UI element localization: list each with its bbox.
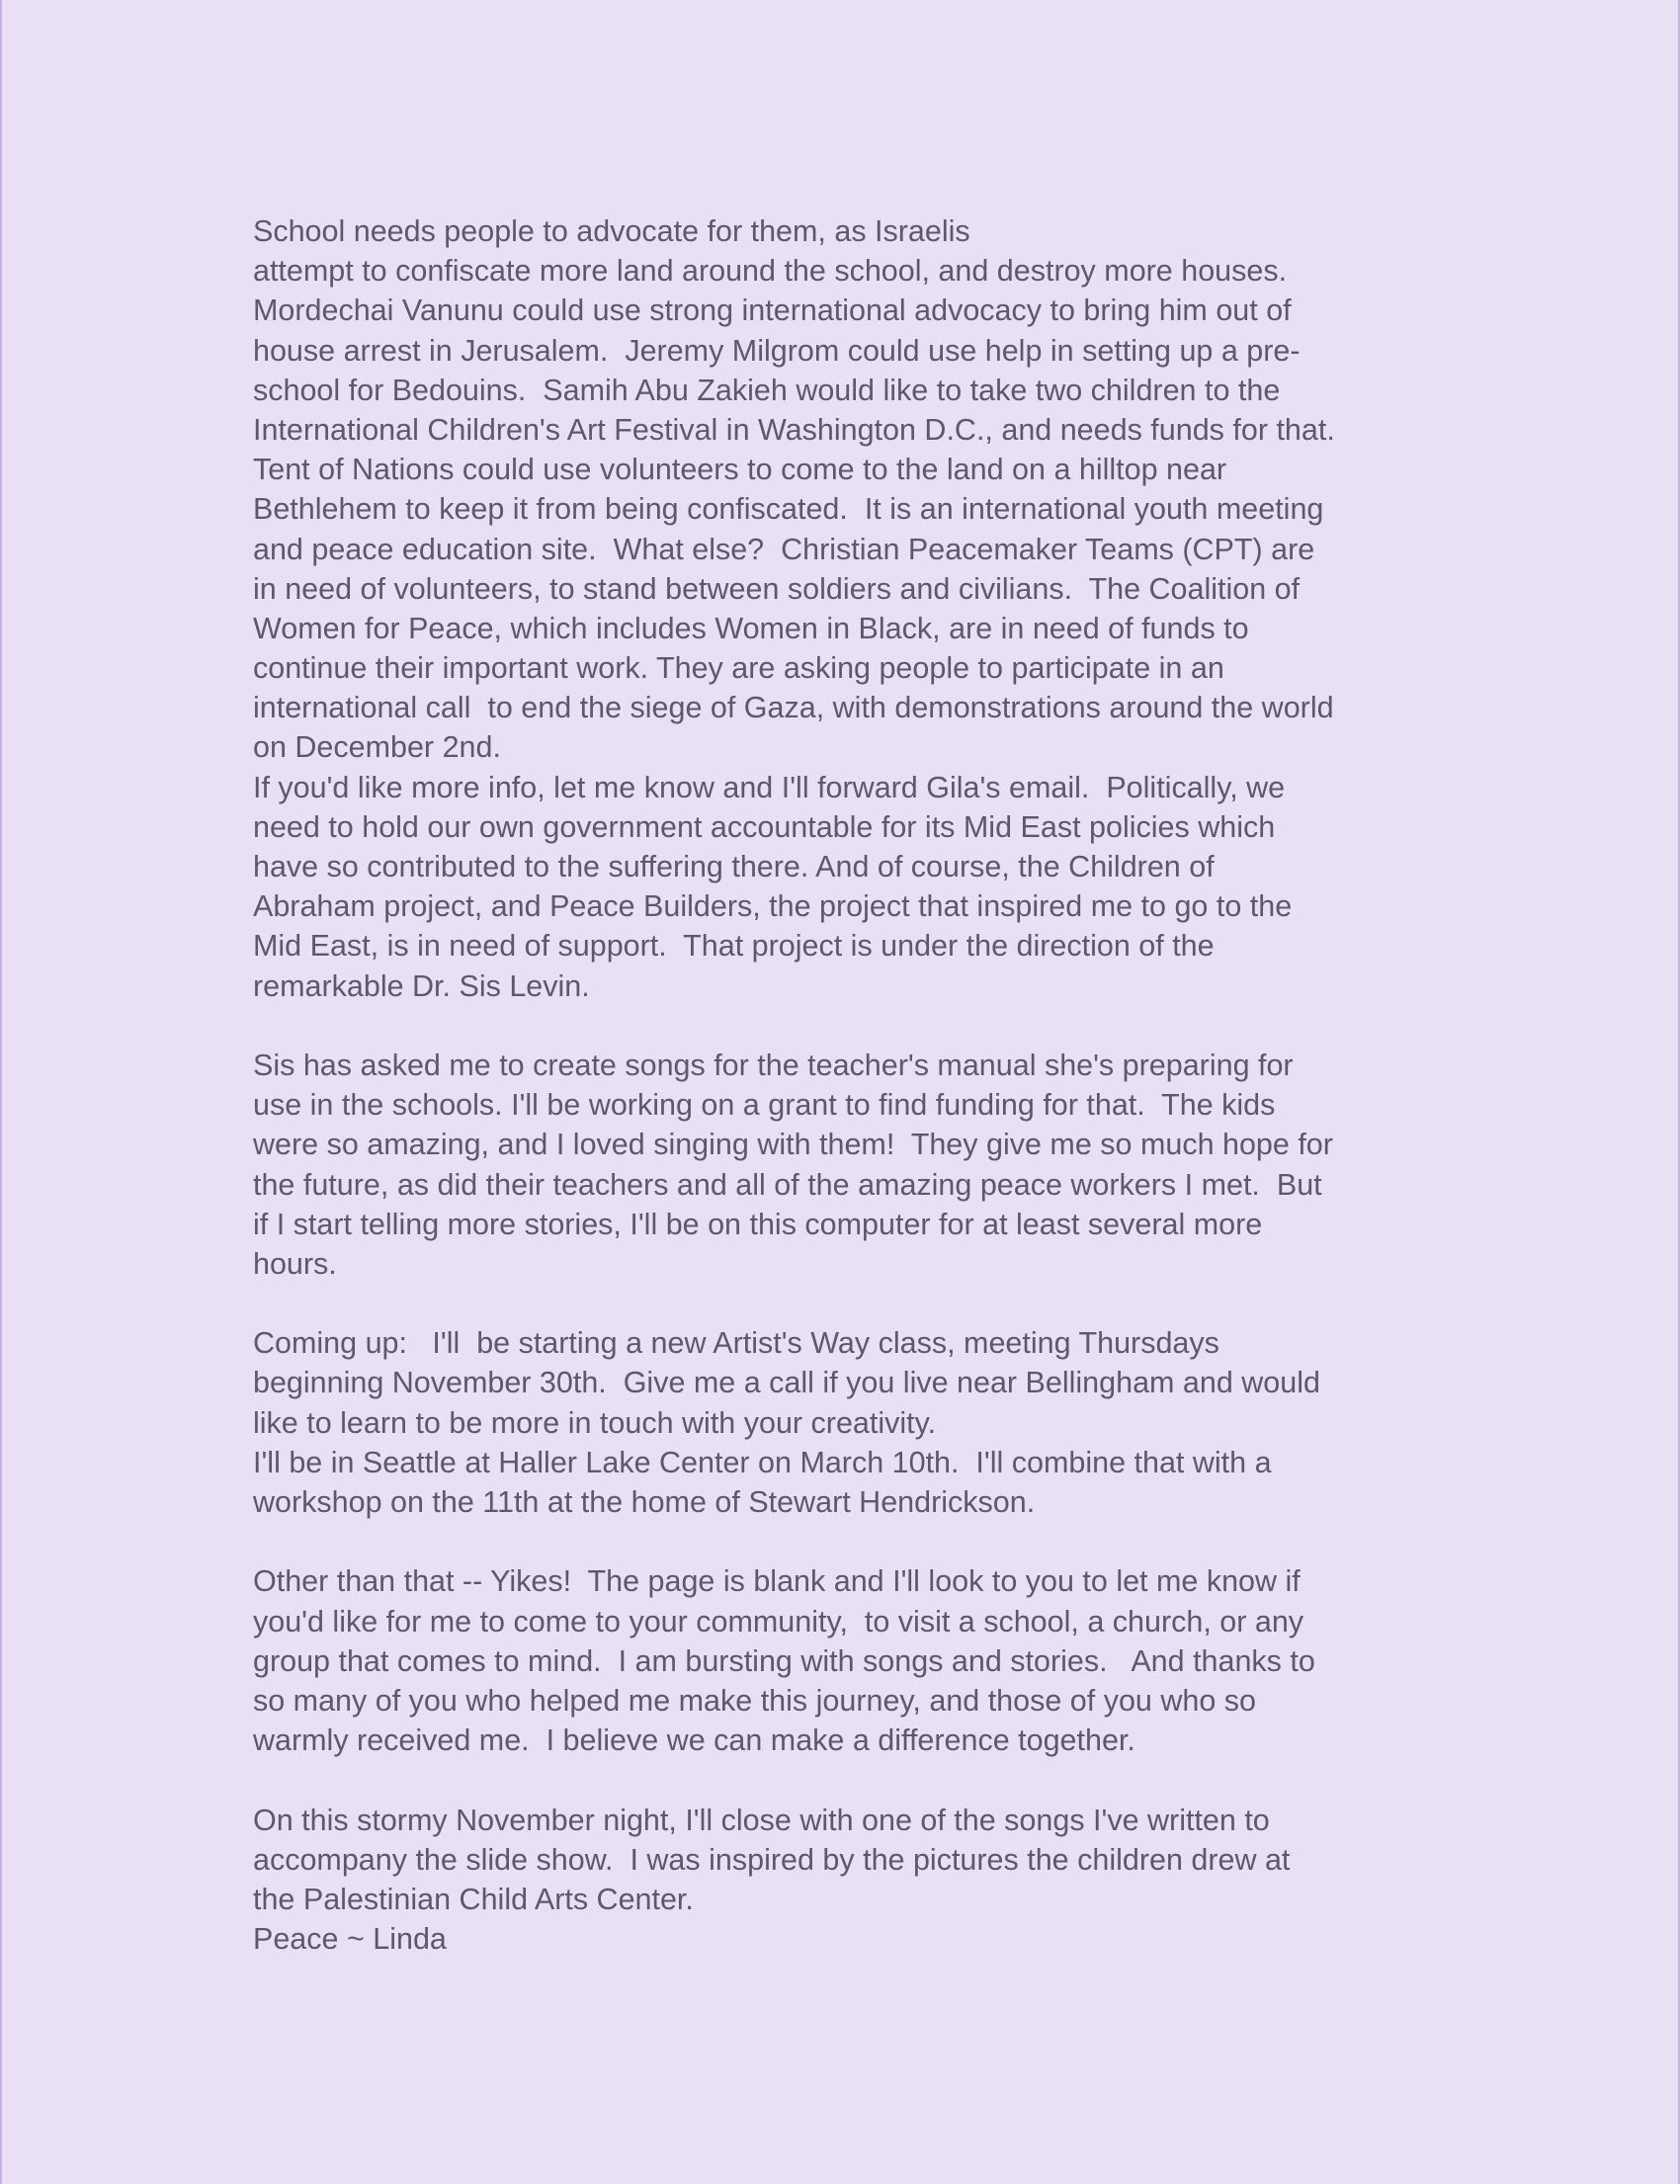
paragraph-songs: [253, 1046, 1469, 1284]
text-line: accompany the slide show. I was inspired by the pictures the children drew at: [253, 1842, 1291, 1877]
text-line: you'd like for me to come to your community, to visit a school, a church, or any: [253, 1604, 1304, 1638]
text-line: the future, as did their teachers and all of the amazing peace workers I met. But: [253, 1167, 1322, 1202]
text-line: beginning November 30th. Give me a call if you live near Bellingham and would: [253, 1366, 1320, 1400]
paragraph-closing: [253, 1801, 1469, 1960]
text-line: Sis has asked me to create songs for the teacher's manual she's preparing for: [253, 1048, 1294, 1082]
text-line: if I start telling more stories, I'll be on this computer for at least several more: [253, 1207, 1263, 1241]
paragraph-invitation: [253, 1561, 1469, 1760]
text-line: I'll be in Seattle at Haller Lake Center on March 10th. I'll combine that with a: [253, 1445, 1272, 1479]
text-line: the Palestinian Child Arts Center.: [253, 1882, 694, 1916]
paragraph-spacer: [253, 1284, 1469, 1323]
text-line: continue their important work. They are asking people to participate in an: [253, 651, 1224, 686]
text-line: International Children's Art Festival in Washington D.C., and needs funds for that.: [253, 412, 1335, 447]
text-line: Tent of Nations could use volunteers to come to the land on a hilltop near: [253, 453, 1227, 487]
text-line: so many of you who helped me make this journey, and those of you who so: [253, 1683, 1256, 1718]
text-line: Coming up: I'll be starting a new Artist's Way class, meeting Thursdays: [253, 1326, 1219, 1361]
text-line: If you'd like more info, let me know and I'll forward Gila's email. Politically, we: [253, 770, 1286, 804]
text-line: like to learn to be more in touch with your creativity.: [253, 1405, 937, 1440]
paragraph-spacer: [253, 1006, 1469, 1046]
text-line: workshop on the 11th at the home of Stewart Hendrickson.: [253, 1485, 1036, 1519]
paragraph-spacer: [253, 1760, 1469, 1800]
text-line: warmly received me. I believe we can make a difference together.: [253, 1723, 1135, 1758]
signoff: Peace ~ Linda: [253, 1922, 447, 1957]
text-line: attempt to confiscate more land around the school, and destroy more houses.: [253, 254, 1288, 289]
letter-body: [253, 211, 1469, 1959]
paragraph-coming-up: [253, 1323, 1469, 1522]
text-line: hours.: [253, 1246, 337, 1281]
text-line: Other than that -- Yikes! The page is blank and I'll look to you to let me know if: [253, 1564, 1301, 1599]
text-line: school for Bedouins. Samih Abu Zakieh would like to take two children to the: [253, 373, 1281, 407]
text-line: have so contributed to the suffering there. And of course, the Children of: [253, 850, 1215, 883]
text-line: Abraham project, and Peace Builders, the project that inspired me to go to the: [253, 889, 1293, 924]
text-line: were so amazing, and I loved singing with them! They give me so much hope for: [253, 1128, 1333, 1162]
text-line: house arrest in Jerusalem. Jeremy Milgrom could use help in setting up a pre-: [253, 333, 1301, 368]
text-line: need to hold our own government accountable for its Mid East policies which: [253, 809, 1276, 844]
text-line: and peace education site. What else? Christian Peacemaker Teams (CPT) are: [253, 532, 1315, 566]
paragraph-advocacy: [253, 211, 1469, 1006]
text-line: remarkable Dr. Sis Levin.: [253, 968, 590, 1003]
text-line: on December 2nd.: [253, 730, 501, 765]
text-line: Women for Peace, which includes Women in Black, are in need of funds to: [253, 611, 1249, 645]
text-line: Mid East, is in need of support. That project is under the direction of the: [253, 929, 1215, 964]
text-line: group that comes to mind. I am bursting with songs and stories. And thanks to: [253, 1643, 1315, 1678]
paragraph-spacer: [253, 1522, 1469, 1561]
text-line: On this stormy November night, I'll close with one of the songs I've written to: [253, 1803, 1270, 1837]
text-line: School needs people to advocate for them, as Israelis: [253, 214, 970, 248]
text-line: in need of volunteers, to stand between soldiers and civilians. The Coalition of: [253, 571, 1301, 606]
text-line: Mordechai Vanunu could use strong international advocacy to bring him out of: [253, 294, 1292, 328]
text-line: use in the schools. I'll be working on a grant to find funding for that. The kids: [253, 1088, 1276, 1123]
text-line: international call to end the siege of Gaza, with demonstrations around the world: [253, 691, 1334, 725]
text-line: Bethlehem to keep it from being confiscated. It is an international youth meeting: [253, 492, 1324, 527]
